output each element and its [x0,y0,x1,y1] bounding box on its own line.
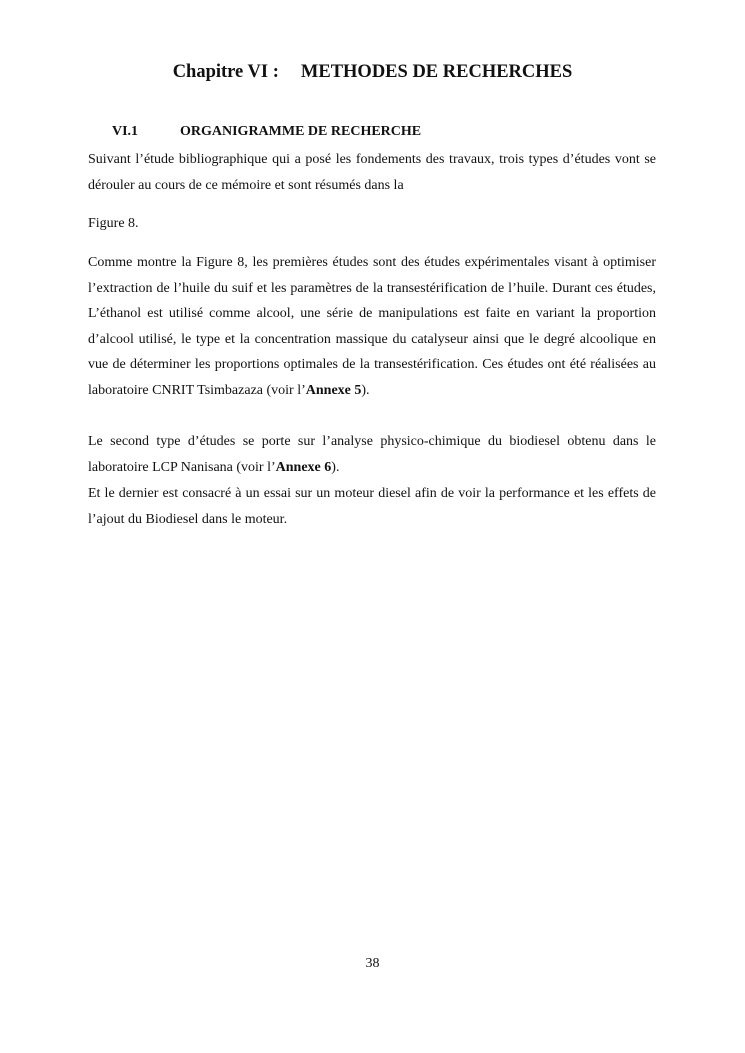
paragraph-analysis-studies [88,429,656,480]
chapter-label: Chapitre VI : [172,62,279,82]
paragraph-engine-test: Et le dernier est consacré à un essai sur un moteur diesel afin de voir la performance et les effets de l’ajout du Biodiesel dans le moteur. [88,486,656,527]
paragraph-end: ). [361,382,370,398]
paragraph-experimental-studies [88,250,656,403]
annex-6-reference: Annexe 6 [275,459,332,475]
page-number: 38 [365,956,380,971]
chapter-heading [0,62,745,83]
chapter-title: METHODES DE RECHERCHES [300,62,573,82]
section-number: VI.1 [112,124,139,139]
annex-5-reference: Annexe 5 [305,382,362,398]
paragraph-text: Comme montre la Figure 8, les premières études sont des études expérimentales visant à optimiser l’extraction de l’huile du suif et les paramètres de la transestérification de l’huile. Durant ces études, L’éthanol est utilisé comme alcool, une série de manipulations est faite en variant la proportion d’alcool utilisé, le type et la concentration massique du catalyseur ainsi que le degré alcoolique en vue de déterminer les proportions optimales de la transestérification. Ces études ont été réalisées au laboratoire CNRIT Tsimbazaza (voir l’ [88,255,656,398]
section-heading [112,124,421,140]
section-title: ORGANIGRAMME DE RECHERCHE [180,124,422,139]
paragraph-end: ). [331,459,340,475]
paragraph-text: Le second type d’études se porte sur l’analyse physico-chimique du biodiesel obtenu dans le laboratoire LCP Nanisana (voir l’ [88,434,656,475]
paragraph-figure-ref: Figure 8. [88,216,139,231]
paragraph-intro: Suivant l’étude bibliographique qui a posé les fondements des travaux, trois types d’études vont se dérouler au cours de ce mémoire et sont résumés dans la [88,152,656,193]
